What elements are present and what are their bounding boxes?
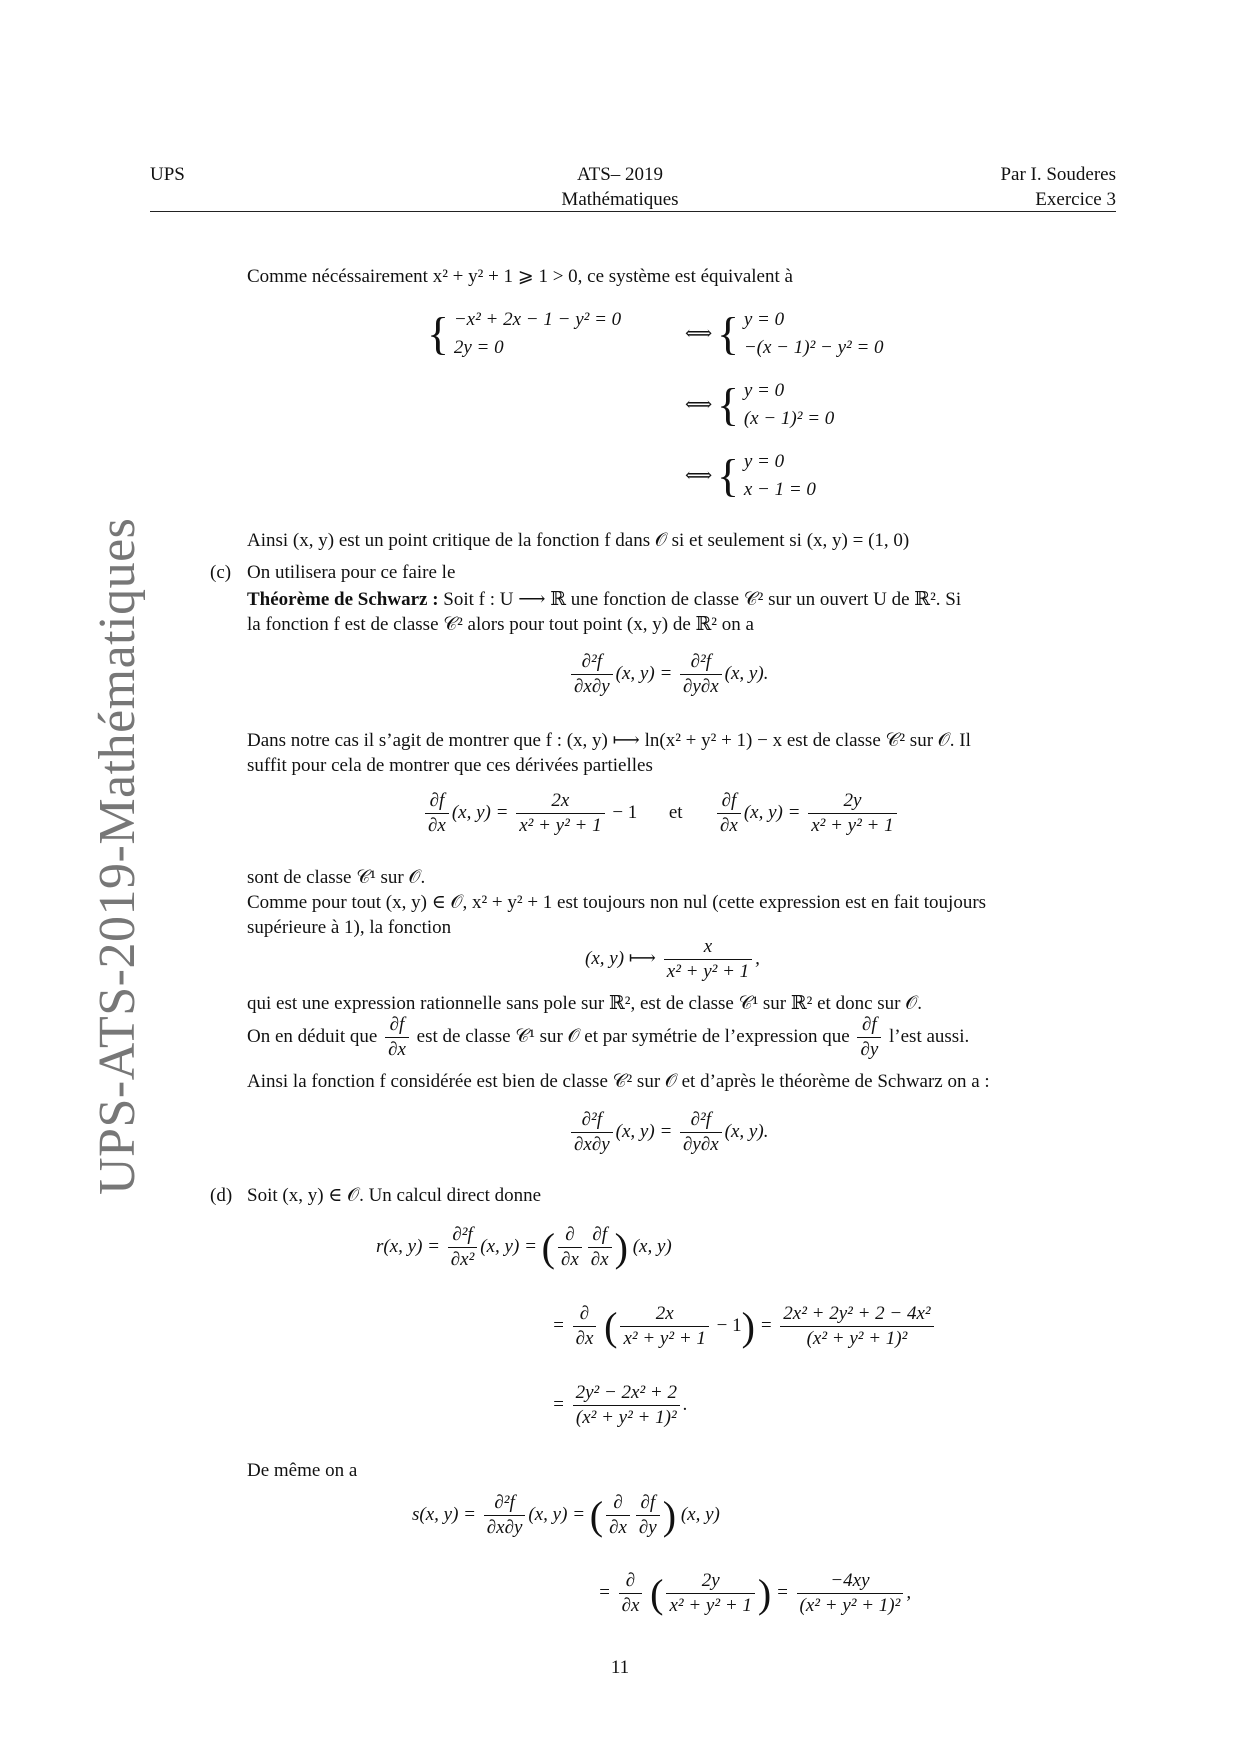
equals: = [775,1581,789,1603]
frac-denominator: x² + y² + 1 [516,813,604,838]
frac-numerator: ∂²f [452,1224,473,1245]
system-lines [744,306,884,362]
map-args: (x, y) ⟼ [585,947,657,969]
equals: = [572,1503,586,1525]
frac-numerator: −4xy [830,1570,870,1591]
header-rule [150,211,1116,212]
equals: = [787,801,801,823]
frac-numerator: 2x² + 2y² + 2 − 4x² [783,1303,931,1324]
equivalence-symbol: ⟺ [685,465,713,487]
system-line: (x − 1)² = 0 [743,408,835,429]
header-right [1000,162,1116,212]
item-label-c: (c) [210,562,232,583]
text-line-fractions [247,1013,969,1062]
frac-numerator: 2x [655,1303,674,1324]
text-part: On en déduit que [247,1026,378,1047]
frac-numerator: ∂ [579,1303,590,1324]
minus-one: − 1 [716,1314,742,1336]
frac-denominator: ∂x [425,813,449,838]
args: (x, y). [724,1120,769,1142]
frac-numerator: 2y [701,1570,720,1591]
equals: = [552,1393,565,1415]
frac-denominator: ∂x [573,1326,597,1351]
frac-denominator: x² + y² + 1 [664,959,752,984]
s-equation-2: = $\frac{\partial}{\partial x}$ ( $\frac{2y}{\text{x² + y² + 1}}$ ) = $\frac{-4xy}{\text{(x² + y² + 1)²}}$ , [598,1570,912,1616]
frac-numerator: ∂f [721,790,737,811]
text-part: est de classe 𝒞¹ sur 𝒪 et par symétrie de l’expression que [416,1026,850,1047]
args: (x, y). [724,662,769,684]
frac-denominator: ∂y [857,1037,881,1062]
header-right-line2: Exercice 3 [1035,189,1116,210]
text-line: Soit (x, y) ∈ 𝒪. Un calcul direct donne [247,1185,542,1206]
equivalence-symbol: ⟺ [685,323,713,345]
frac-denominator: ∂y∂x [680,1132,722,1157]
frac-numerator: ∂²f [494,1492,515,1513]
frac-denominator: x² + y² + 1 [620,1326,708,1351]
frac-numerator: ∂f [592,1224,608,1245]
r-equation-1: r(x, y) = $\frac{\text{∂²f}}{\text{∂x²}}$ (x, y) = ( $\frac{\partial}{\partial x}$ $\frac{\partial f}{\partial x}$ ) (x, y) [376,1224,672,1270]
frac-denominator: ∂x [588,1247,612,1272]
system-4 [685,448,816,504]
frac-numerator: x [703,936,713,957]
brace-icon: { [717,308,740,359]
frac-denominator: x² + y² + 1 [666,1593,754,1618]
system-2 [685,306,884,362]
args: (x, y) [680,1503,720,1525]
frac-numerator: 2y [843,790,862,811]
comma: , [906,1581,912,1603]
system-line: y = 0 [743,380,785,401]
frac-numerator: ∂²f [690,651,712,672]
brace-icon: { [427,308,450,359]
frac-denominator: ∂x∂y [484,1515,526,1540]
equals: = [524,1235,537,1257]
frac-numerator: 2y² − 2x² + 2 [575,1382,677,1403]
frac-numerator: ∂ [565,1224,575,1245]
schwarz-text: Soit f : U ⟶ ℝ une fonction de classe 𝒞² sur un ouvert U de ℝ². Si [438,589,962,610]
args: (x, y) [743,801,783,823]
page-number: 11 [610,1657,630,1678]
frac-numerator: ∂f [389,1014,405,1036]
system-line: −x² + 2x − 1 − y² = 0 [453,309,622,330]
args: (x, y) [528,1503,568,1525]
frac-numerator: ∂f [862,1014,877,1036]
args: (x, y) [480,1235,520,1257]
header-center-line2: Mathématiques [561,189,679,210]
frac-numerator: ∂ [613,1492,623,1513]
frac-denominator: ∂x [558,1247,582,1272]
system-1 [427,306,621,362]
minus-one: − 1 [612,801,638,823]
frac-denominator: ∂x∂y [571,1132,613,1157]
side-watermark-label: UPS-ATS-2019-Mathématiques [89,517,146,1195]
system-line: x − 1 = 0 [743,479,816,500]
system-line: −(x − 1)² − y² = 0 [743,337,884,358]
system-line: y = 0 [743,451,785,472]
text-line: Ainsi la fonction f considérée est bien de classe 𝒞² sur 𝒪 et d’après le théorème de Schwarz on a : [247,1071,990,1092]
text-line: Ainsi (x, y) est un point critique de la fonction f dans 𝒪 si et seulement si (x, y) = (1, 0) [247,530,910,551]
map-equation [585,935,760,984]
frac-numerator: ∂²f [581,1109,603,1130]
equivalence-symbol: ⟺ [685,394,713,416]
system-line: 2y = 0 [453,337,504,358]
args: (x, y) [451,801,491,823]
equals: = [598,1581,611,1603]
text-line: On utilisera pour ce faire le [247,562,456,583]
schwarz-line [247,588,961,612]
text-line: la fonction f est de classe 𝒞² alors pour tout point (x, y) de ℝ² on a [247,614,754,635]
system-lines [454,306,621,362]
frac-denominator: x² + y² + 1 [808,813,896,838]
frac-numerator: ∂²f [581,651,603,672]
args: (x, y) [615,662,655,684]
system-line: y = 0 [743,309,785,330]
system-lines [744,377,834,433]
frac-denominator: ∂y∂x [680,674,722,699]
equals: = [759,1314,773,1336]
frac-numerator: 2x [551,790,570,811]
text-line: sont de classe 𝒞¹ sur 𝒪. [247,867,426,888]
s-equation-1: s(x, y) = $\frac{\text{∂²f}}{\partial x\partial y}$ (x, y) = ( $\frac{\partial}{\partial x}$ $\frac{\partial f}{\partial y}$ ) (x, y) [412,1492,720,1538]
frac-denominator: ∂x∂y [571,674,613,699]
frac-denominator: ∂x [619,1593,643,1618]
text-line: Dans notre cas il s’agit de montrer que f : (x, y) ⟼ ln(x² + y² + 1) − x est de classe 𝒞² sur 𝒪. Il [247,730,971,751]
frac-numerator: ∂f [640,1492,656,1513]
system-3 [685,377,834,433]
frac-denominator: ∂x² [448,1247,478,1272]
schwarz-equation [568,650,768,699]
text-line: Comme pour tout (x, y) ∈ 𝒪, x² + y² + 1 est toujours non nul (cette expression est en fait toujours [247,892,987,913]
text-line: supérieure à 1), la fonction [247,917,452,938]
args: (x, y) [615,1120,655,1142]
r-lhs: r(x, y) = [376,1235,440,1257]
comma: , [755,947,760,969]
partial-derivatives-equation [422,789,900,838]
frac-denominator: (x² + y² + 1)² [573,1405,680,1430]
args: (x, y) [632,1235,672,1257]
brace-icon: { [717,379,740,430]
header-right-line1: Par I. Souderes [1000,164,1116,185]
schwarz-title: Théorème de Schwarz : [247,589,439,610]
equals: = [659,1120,673,1142]
frac-denominator: (x² + y² + 1)² [780,1326,933,1351]
frac-denominator: ∂x [606,1515,630,1540]
frac-numerator: ∂f [429,790,445,811]
brace-icon: { [717,450,740,501]
header-left: UPS [150,164,185,185]
frac-numerator: ∂²f [690,1109,712,1130]
schwarz-equation-2 [568,1108,768,1157]
header-center-line1: ATS– 2019 [576,164,664,185]
conjunction: et [668,801,683,823]
frac-numerator: ∂ [625,1570,636,1591]
r-equation-2: = $\frac{\partial}{\partial x}$ ( $\frac{2x}{\text{x² + y² + 1}}$ − 1) = $\frac{\text{2x² + 2y² + 2 − 4x²}}{\text{(x² + y² + 1)²}}$ [552,1302,937,1351]
s-lhs: s(x, y) = [412,1503,476,1525]
equals: = [552,1314,565,1336]
equals: = [659,662,673,684]
frac-denominator: (x² + y² + 1)² [797,1593,904,1618]
r-equation-3: = $\frac{\text{2y² − 2x² + 2}}{\text{(x² + y² + 1)²}}$ . [552,1382,688,1428]
text-line: suffit pour cela de montrer que ces dérivées partielles [247,755,653,776]
item-label-d: (d) [210,1185,233,1206]
system-lines [744,448,816,504]
frac-denominator: ∂x [717,813,741,838]
text-line: De même on a [247,1460,358,1481]
frac-denominator: ∂x [385,1037,409,1062]
text-line: Comme nécéssairement x² + y² + 1 ⩾ 1 > 0, ce système est équivalent à [247,266,793,287]
text-part: l’est aussi. [889,1026,970,1047]
text-line: qui est une expression rationnelle sans pole sur ℝ², est de classe 𝒞¹ sur ℝ² et donc sur 𝒪. [247,993,922,1014]
equals: = [495,801,509,823]
frac-denominator: ∂y [636,1515,660,1540]
